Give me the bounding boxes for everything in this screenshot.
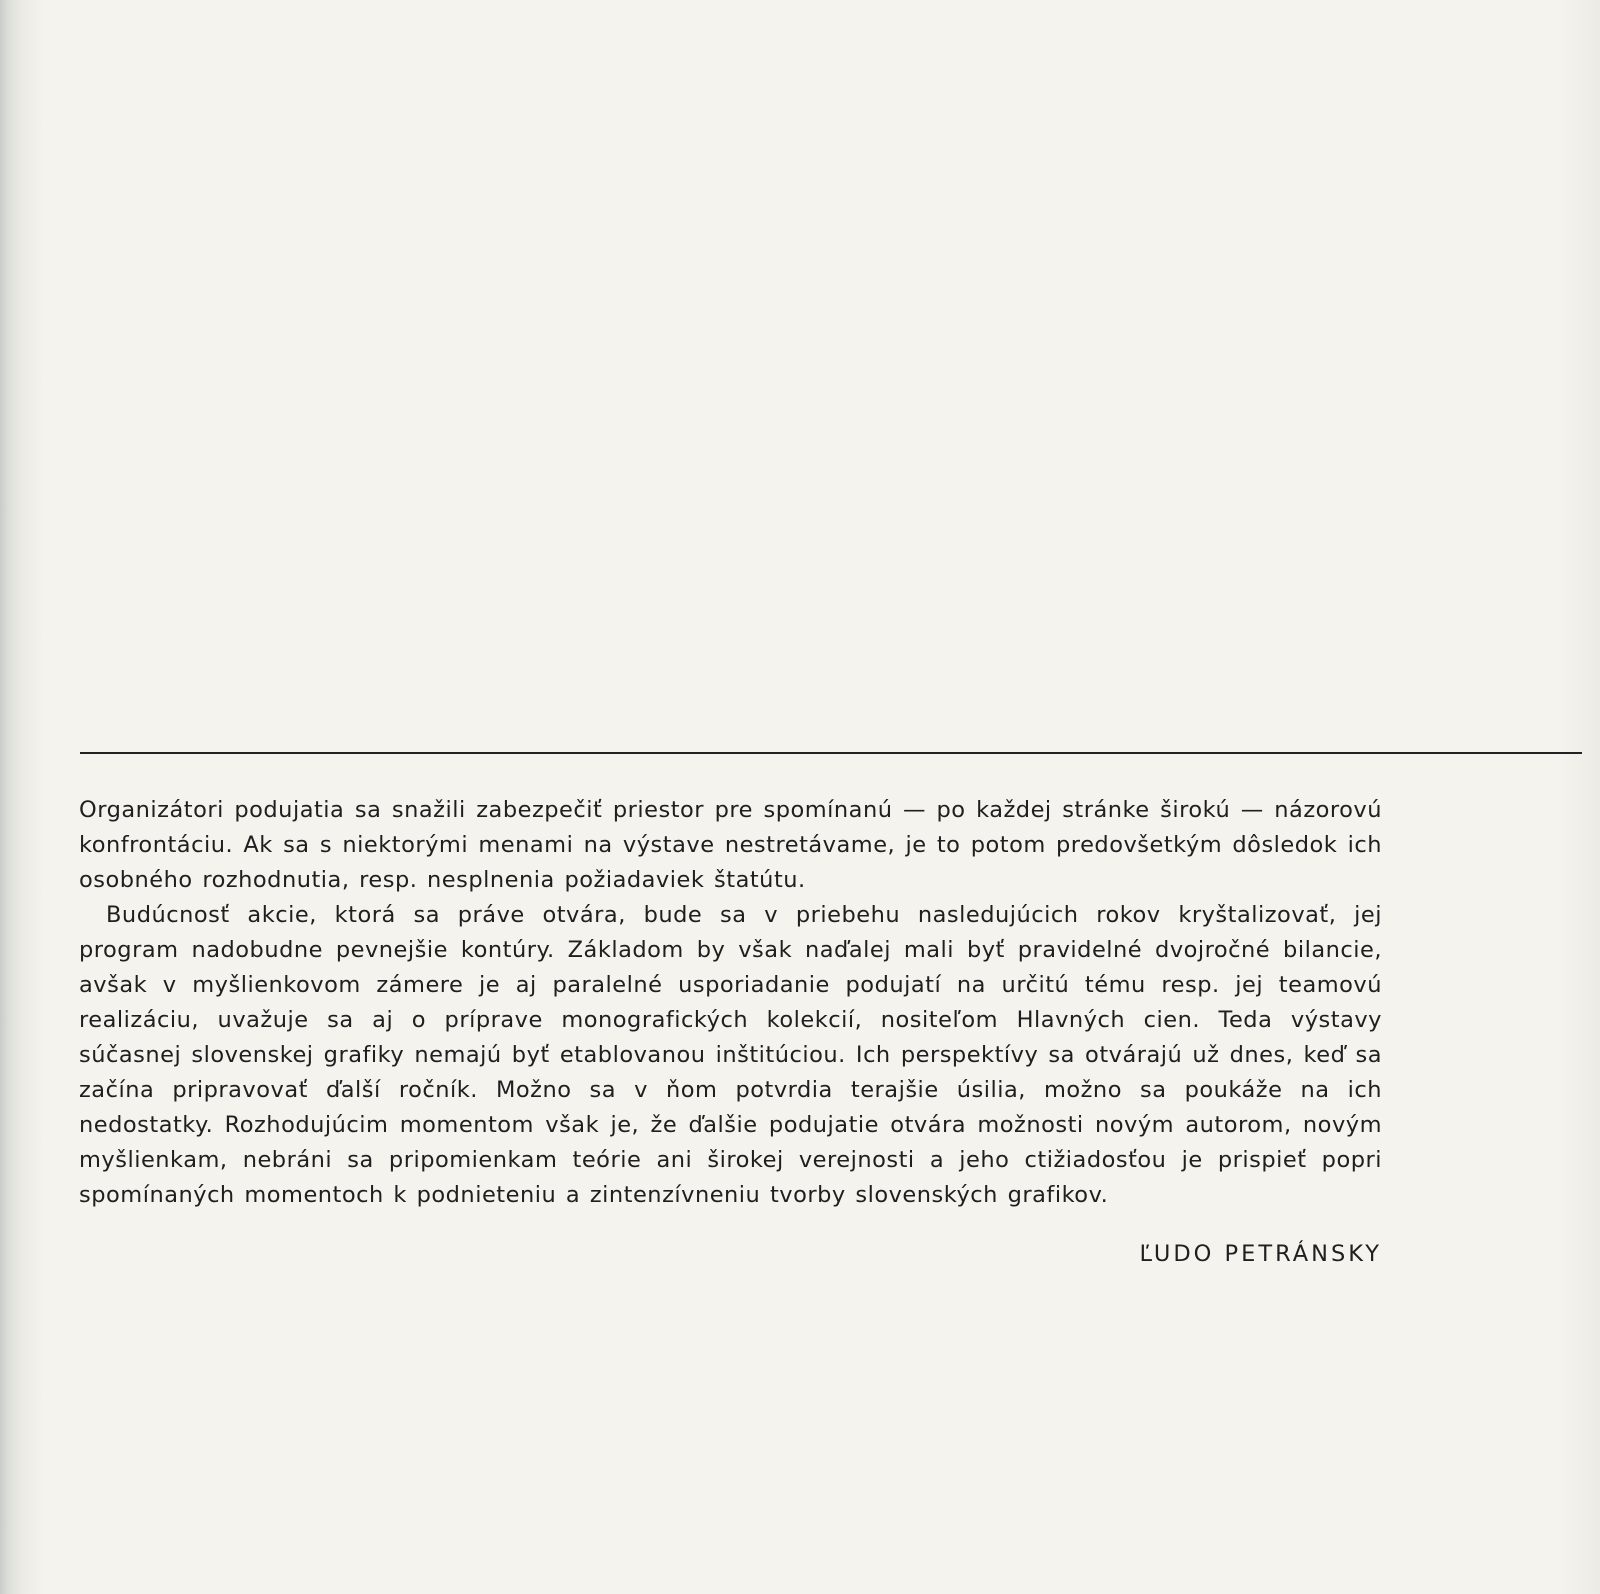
body-text — [79, 793, 1382, 1213]
paragraph-2: Budúcnosť akcie, ktorá sa práve otvára, bude sa v priebehu nasledujúcich rokov kryštalizovať, jej program nadobudne pevnejšie kontúry. Základom by však naďalej mali byť pravidelné dvojročné bilancie, avšak v myšlienkovom zámere je aj paralelné usporiadanie podujatí na určitú tému resp. jej teamovú realizáciu, uvažuje sa aj o príprave monografických kolekcií, nositeľom Hlavných cien. Teda výstavy súčasnej slovenskej grafiky nemajú byť etablovanou inštitúciou. Ich perspektívy sa otvárajú už dnes, keď sa začína pripravovať ďalší ročník. Možno sa v ňom potvrdia terajšie úsilia, možno sa poukáže na ich nedostatky. Rozhodujúcim momentom však je, že ďalšie podujatie otvára možnosti novým autorom, novým myšlienkam, nebráni sa pripomienkam teórie ani širokej verejnosti a jeho ctižiadosťou je prispieť popri spomínaných momentoch k podnieteniu a zintenzívneniu tvorby slovenských grafikov. — [79, 902, 1382, 1208]
horizontal-rule — [80, 752, 1582, 754]
paragraph-1: Organizátori podujatia sa snažili zabezpečiť priestor pre spomínanú — po každej stránke širokú — názorovú konfrontáciu. Ak sa s niektorými menami na výstave nestretávame, je to potom predovšetkým dôsledok ich osobného rozhodnutia, resp. nesplnenia požiadaviek štatútu. — [79, 797, 1382, 893]
author-signature: ĽUDO PETRÁNSKY — [1139, 1241, 1382, 1267]
